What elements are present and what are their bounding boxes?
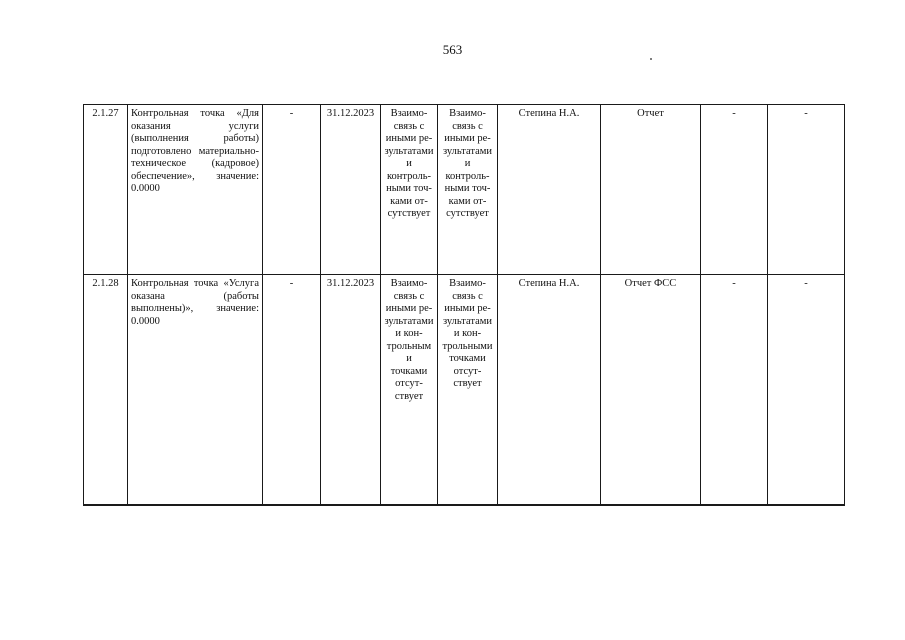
relation-line: ками от-: [390, 195, 428, 207]
control-point-name: Контрольная точка «Для оказания услуги (выполнения работы) подготовлено материально-техническое (кадровое) обеспечение», значение: 0.0000: [128, 105, 263, 275]
relation-line: точками: [449, 353, 486, 364]
relation-line: ствует: [394, 390, 424, 402]
relation-line: зультатами: [384, 145, 434, 157]
relation-line: отсут-: [453, 365, 482, 377]
page-number: 563: [442, 42, 463, 57]
relation-line: ками от-: [448, 195, 487, 207]
scan-speck: [650, 58, 652, 60]
table-row: [84, 275, 845, 506]
relation-line: сутствует: [446, 208, 489, 219]
cell-dash: -: [263, 275, 321, 506]
report-document: Отчет ФСС: [601, 275, 701, 506]
relation-line: ствует: [453, 378, 482, 389]
relation-line: ными точ-: [444, 183, 491, 194]
relation-line: зультатами: [442, 145, 493, 157]
report-document: Отчет: [601, 105, 701, 275]
relation-line: контроль-: [386, 170, 432, 182]
relation-line: и: [464, 158, 471, 169]
cell-dash: -: [701, 275, 768, 506]
relation-line: контроль-: [445, 170, 490, 182]
relation-line: связь с: [452, 120, 483, 132]
deadline-date: 31.12.2023: [321, 275, 381, 506]
control-point-name: Контрольная точка «Услуга оказана (работы выполнены)», значение: 0.0000: [128, 275, 263, 506]
responsible-person: Степина Н.А.: [498, 275, 601, 506]
relation-line: Взаимо-: [390, 278, 428, 289]
cell-dash: -: [768, 105, 845, 275]
relation-line: трольными: [442, 340, 493, 352]
relation-line: Взаимо-: [449, 108, 486, 119]
relation-line: связь с: [393, 120, 425, 132]
cell-dash: -: [701, 105, 768, 275]
relation-cell: [381, 275, 438, 506]
table-row: [84, 105, 845, 275]
relation-line: связь с: [393, 290, 425, 302]
relation-line: и: [406, 158, 412, 169]
relation-line: сутствует: [387, 208, 431, 219]
relation-line: и кон-: [453, 328, 482, 339]
relation-cell: [381, 105, 438, 275]
relation-cell: [438, 105, 498, 275]
relation-line: зультатами: [442, 315, 493, 327]
relation-line: трольными: [386, 340, 432, 364]
responsible-person: Степина Н.А.: [498, 105, 601, 275]
relation-line: и кон-: [395, 328, 423, 339]
relation-line: точками: [390, 365, 428, 377]
relation-line: иными ре-: [385, 133, 433, 144]
row-number: 2.1.28: [84, 275, 128, 506]
relation-line: иными ре-: [444, 133, 491, 144]
relation-line: Взаимо-: [390, 108, 428, 119]
relation-line: зультатами: [384, 315, 434, 327]
relation-line: отсут-: [395, 378, 423, 389]
row-number: 2.1.27: [84, 105, 128, 275]
cell-dash: -: [768, 275, 845, 506]
relation-cell: [438, 275, 498, 506]
deadline-date: 31.12.2023: [321, 105, 381, 275]
relation-line: ными точ-: [386, 183, 432, 194]
relation-line: Взаимо-: [449, 278, 486, 289]
control-points-table: [83, 104, 845, 506]
relation-line: иными ре-: [444, 303, 491, 314]
cell-dash: -: [263, 105, 321, 275]
relation-line: связь с: [452, 290, 483, 302]
relation-line: иными ре-: [385, 303, 433, 314]
